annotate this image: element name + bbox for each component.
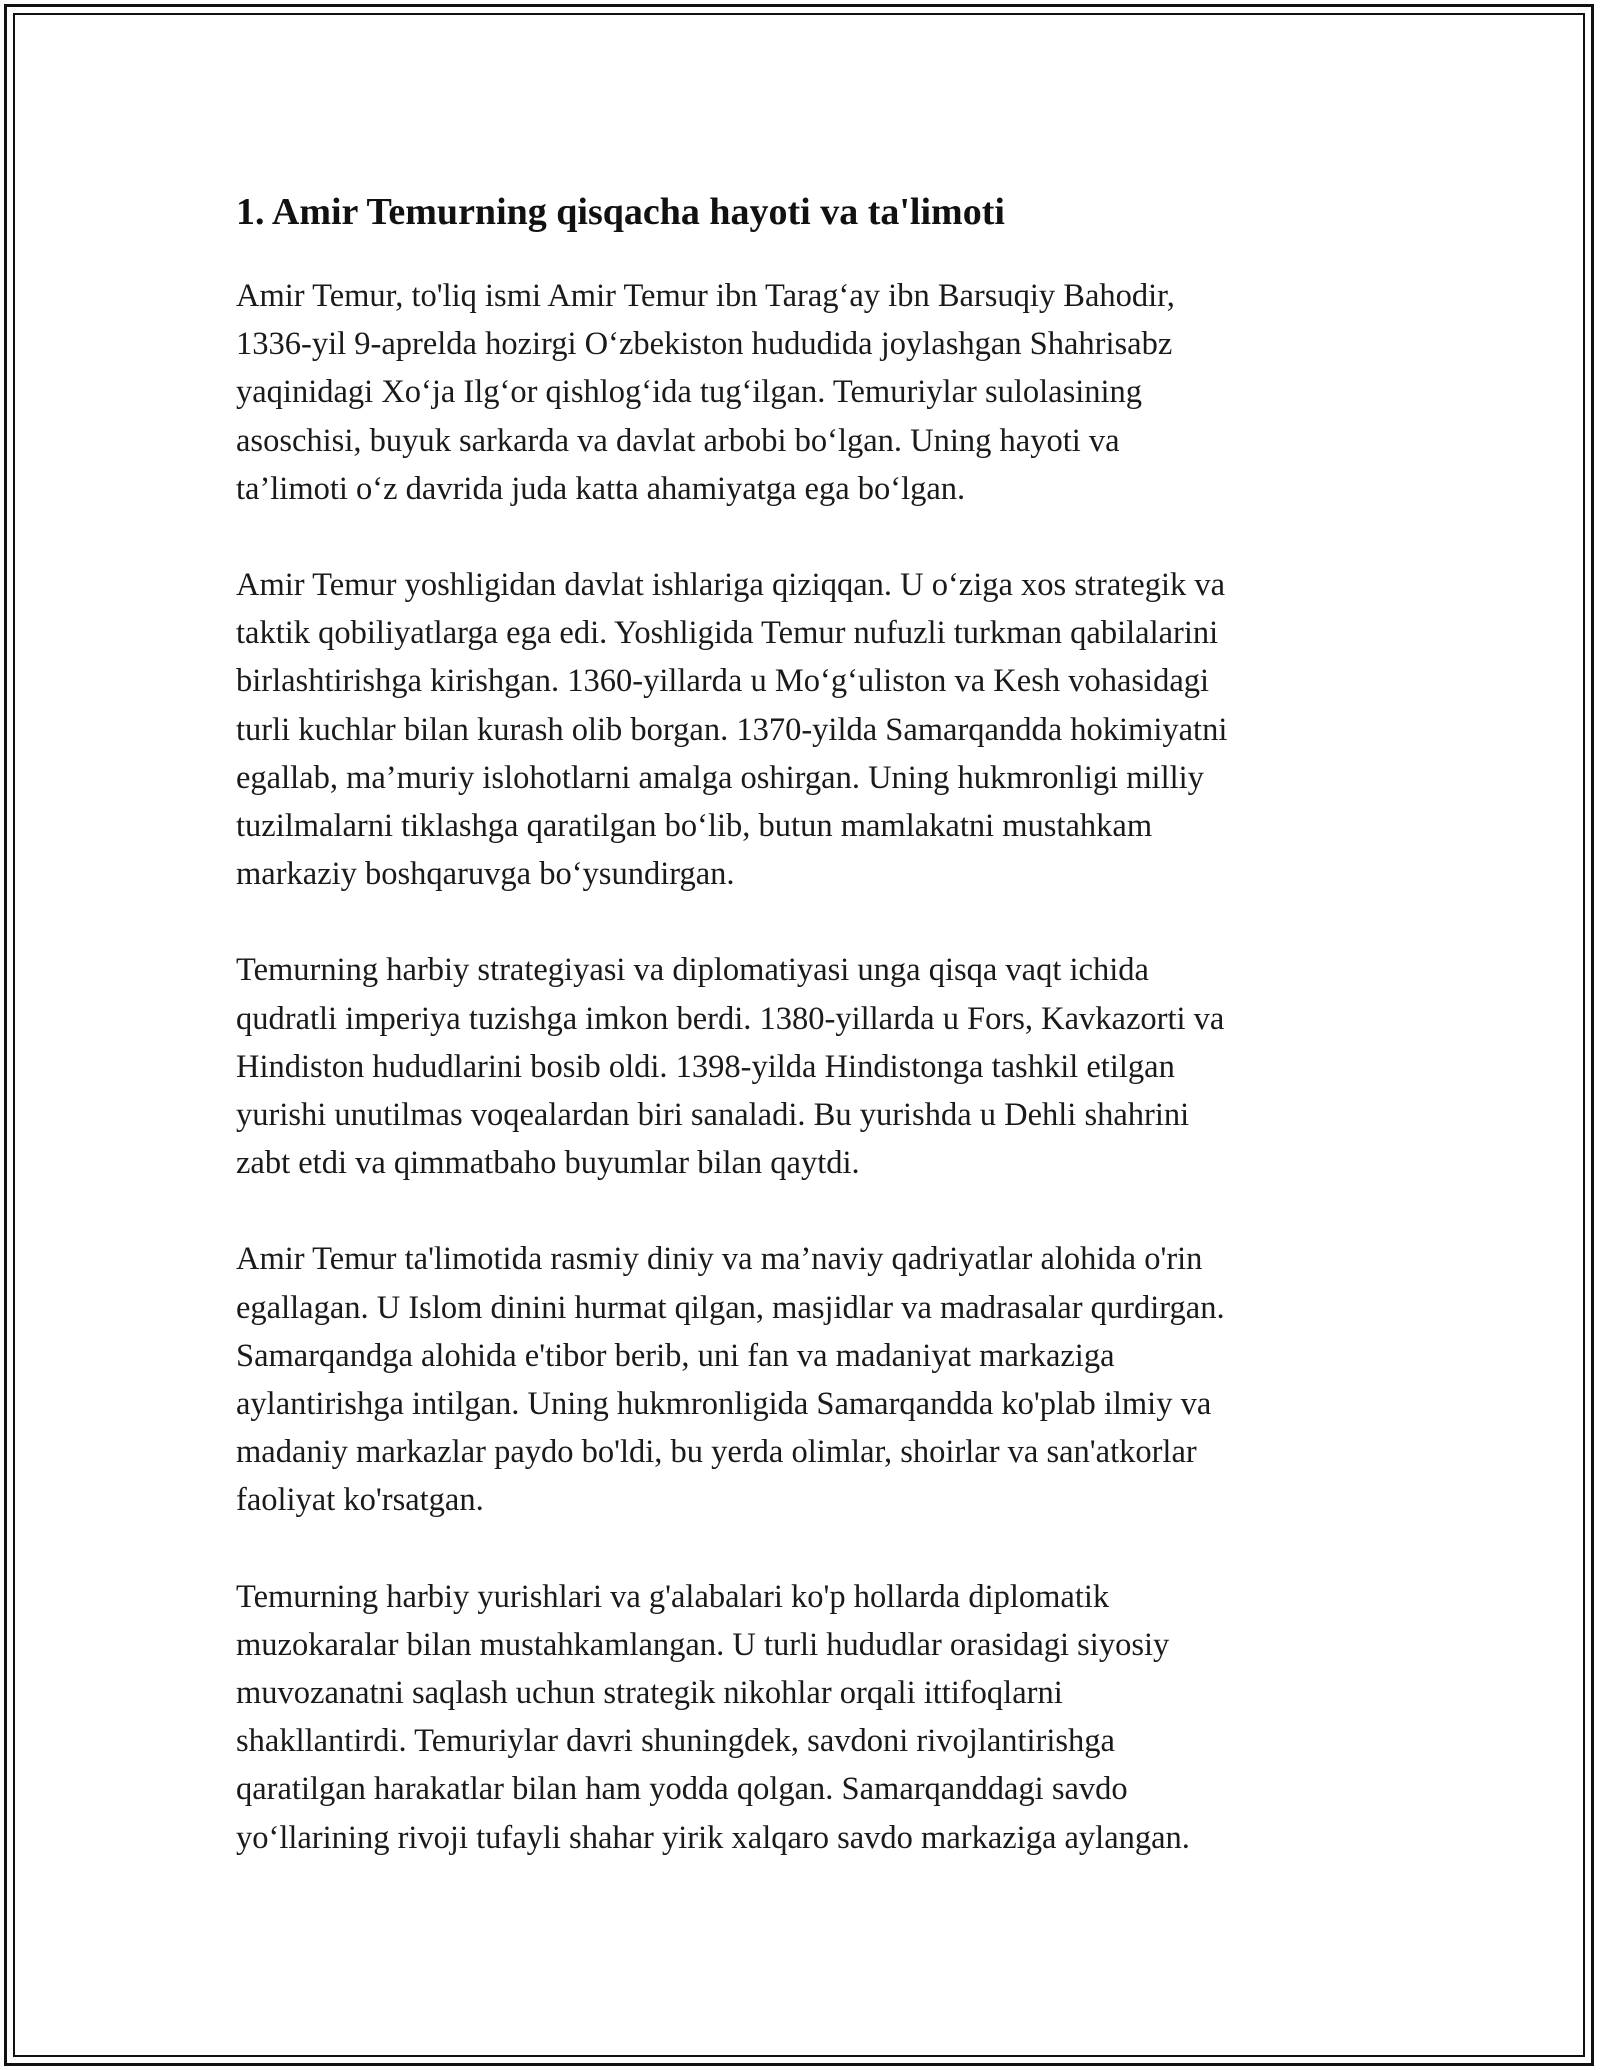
paragraph-diplomacy-trade: Temurning harbiy yurishlari va g'alabalari ko'p hollarda diplomatik muzokaralar bilan mustahkamlangan. U turli hududlar orasidagi siyosiy muvozanatni saqlash uchun strategik nikohlar orqali ittifoqlarni shakllantirdi. Temuriylar davri shuningdek, savdoni rivojlantirishga qaratilgan harakatlar bilan ham yodda qolgan. Samarqanddagi savdo yoʻllarining rivoji tufayli shahar yirik xalqaro savdo markaziga aylangan.: [236, 1578, 1190, 1856]
paragraph-biography: Amir Temur, to'liq ismi Amir Temur ibn Taragʻay ibn Barsuqiy Bahodir, 1336-yil 9-aprelda hozirgi Oʻzbekiston hududida joylashgan Shahrisabz yaqinidagi Xoʻja Ilgʻor qishlogʻida tugʻilgan. Temuriylar sulolasining asoschisi, buyuk sarkarda va davlat arbobi boʻlgan. Uning hayoti va ta’limoti oʻz davrida juda katta ahamiyatga ega boʻlgan.: [236, 278, 1175, 507]
paragraph-early-career: Amir Temur yoshligidan davlat ishlariga qiziqqan. U oʻziga xos strategik va taktik qobiliyatlarga ega edi. Yoshligida Temur nufuzli turkman qabilalarini birlashtirishga kirishgan. 1360-yillarda u Moʻgʻuliston va Kesh vohasidagi turli kuchlar bilan kurash olib borgan. 1370-yilda Samarqandda hokimiyatni egallab, ma’muriy islohotlarni amalga oshirgan. Uning hukmronligi milliy tuzilmalarni tiklashga qaratilgan boʻlib, butun mamlakatni mustahkam markaziy boshqaruvga boʻysundirgan.: [236, 567, 1228, 893]
document-title: 1. Amir Temurning qisqacha hayoti va ta'limoti: [236, 191, 1005, 233]
paragraph-religious-values: Amir Temur ta'limotida rasmiy diniy va ma’naviy qadriyatlar alohida o'rin egallagan. U Islom dinini hurmat qilgan, masjidlar va madrasalar qurdirgan. Samarqandga alohida e'tibor berib, uni fan va madaniyat markaziga aylantirishga intilgan. Uning hukmronligida Samarqandda ko'plab ilmiy va madaniy markazlar paydo bo'ldi, bu yerda olimlar, shoirlar va san'atkorlar faoliyat ko'rsatgan.: [236, 1241, 1225, 1519]
paragraph-military-strategy: Temurning harbiy strategiyasi va diplomatiyasi unga qisqa vaqt ichida qudratli imperiya tuzishga imkon berdi. 1380-yillarda u Fors, Kavkazorti va Hindiston hududlarini bosib oldi. 1398-yilda Hindistonga tashkil etilgan yurishi unutilmas voqealardan biri sanaladi. Bu yurishda u Dehli shahrini zabt etdi va qimmatbaho buyumlar bilan qaytdi.: [236, 952, 1225, 1182]
document-body: [236, 186, 1366, 1910]
